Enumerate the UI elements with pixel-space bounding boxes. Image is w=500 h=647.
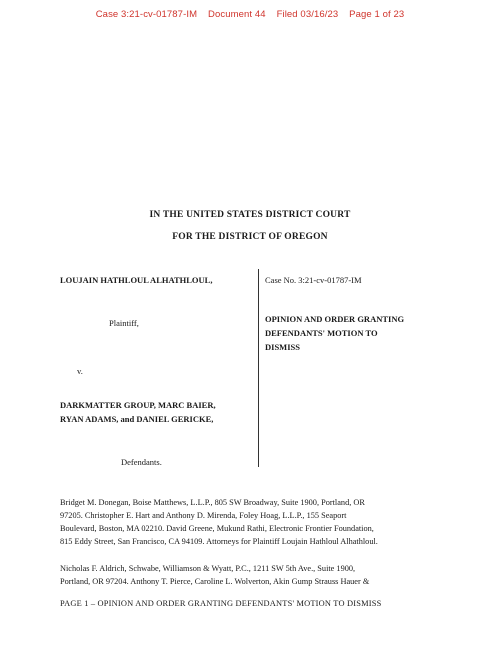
case-number: Case No. 3:21-cv-01787-IM [265,275,362,285]
defendants-names-line1: DARKMATTER GROUP, MARC BAIER, [60,400,216,410]
defendants-names-line2: RYAN ADAMS, and DANIEL GERICKE, [60,414,214,424]
document-title-line1: OPINION AND ORDER GRANTING [265,314,405,324]
plaintiff-name: LOUJAIN HATHLOUL ALHATHLOUL, [60,275,213,285]
court-district: FOR THE DISTRICT OF OREGON [172,232,328,242]
counsel-line: Portland, OR 97204. Anthony T. Pierce, Caroline L. Wolverton, Akin Gump Strauss Hauer & [60,577,370,586]
counsel-line: 97205. Christopher E. Hart and Anthony D. Mirenda, Foley Hoag, L.L.P., 155 Seaport [60,511,347,520]
document-title-line3: DISMISS [265,342,300,352]
defendants-role: Defendants. [121,457,162,467]
counsel-line: Nicholas F. Aldrich, Schwabe, Williamson & Wyatt, P.C., 1211 SW 5th Ave., Suite 1900, [60,564,356,573]
page-footer: PAGE 1 – OPINION AND ORDER GRANTING DEFENDANTS' MOTION TO DISMISS [60,599,382,608]
plaintiff-role: Plaintiff, [109,318,139,328]
versus: v. [77,366,83,376]
counsel-line: Bridget M. Donegan, Boise Matthews, L.L.P., 805 SW Broadway, Suite 1900, Portland, OR [60,498,365,507]
document-title-line2: DEFENDANTS' MOTION TO [265,328,378,338]
counsel-line: Boulevard, Boston, MA 02210. David Greene, Mukund Rathi, Electronic Frontier Foundation, [60,524,374,533]
caption-divider [258,269,259,467]
court-name: IN THE UNITED STATES DISTRICT COURT [149,210,351,220]
case-header-stamp: Case 3:21-cv-01787-IM Document 44 Filed 03/16/23 Page 1 of 23 [95,9,405,20]
defendant-counsel-paragraph [60,562,450,588]
counsel-line: 815 Eddy Street, San Francisco, CA 94109. Attorneys for Plaintiff Loujain Hathloul Alhathloul. [60,537,378,546]
plaintiff-counsel-paragraph [60,496,450,548]
